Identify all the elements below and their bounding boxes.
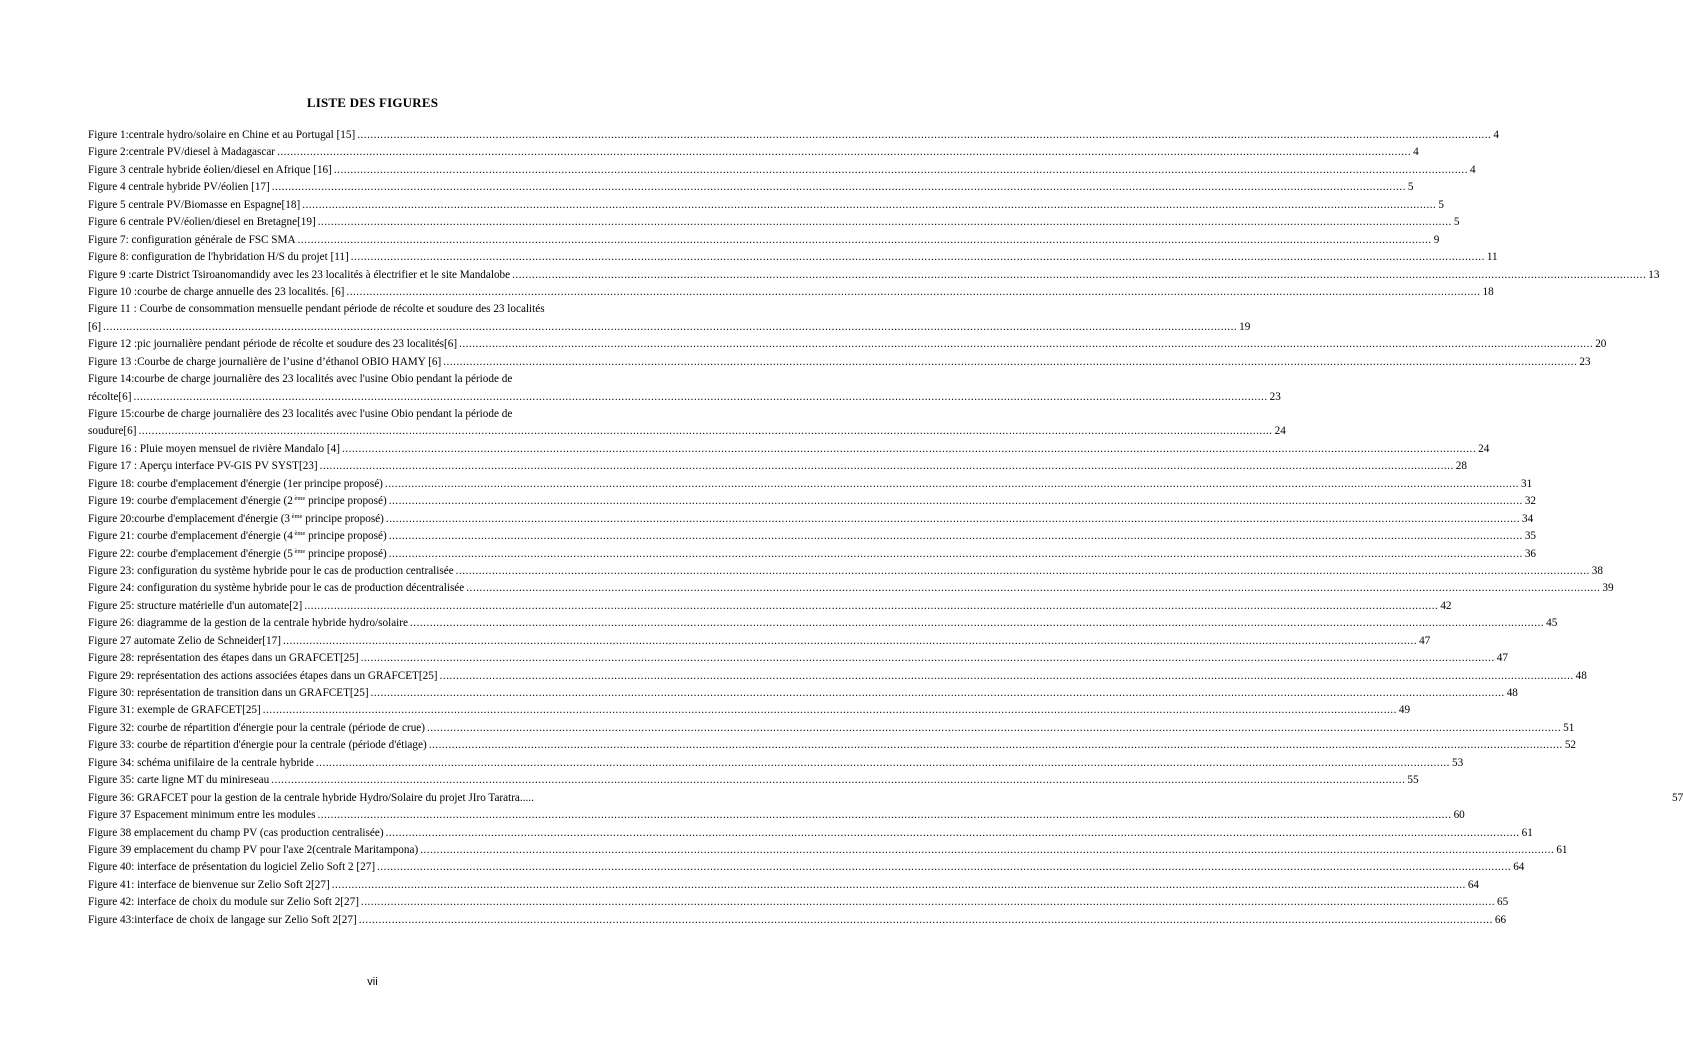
toc-entry-label: Figure 18: courbe d'emplacement d'énergie (1er principe proposé) (88, 477, 383, 490)
toc-entry-label: Figure 21: courbe d'emplacement d'énergie (4 (88, 530, 293, 543)
toc-entry-label: Figure 40: interface de présentation du logiciel Zelio Soft 2 [27] (88, 861, 376, 874)
toc-entry-label: Figure 25: structure matérielle d'un automate[2] (88, 599, 303, 612)
toc-entry[interactable] (88, 144, 1419, 161)
toc-entry-label: Figure 33: courbe de répartition d'énergie pour la centrale (période d'étiage) (88, 739, 427, 752)
dot-leader (512, 267, 1646, 284)
toc-entry-page: 32 (1524, 495, 1536, 508)
page-title: LISTE DES FIGURES (306, 95, 439, 110)
dot-leader (389, 493, 1523, 510)
toc-entry[interactable] (88, 214, 1460, 231)
toc-entry-page: 34 (1522, 512, 1534, 525)
toc-entry-label: Figure 13 :Courbe de charge journalière de l’usine d’éthanol OBIO HAMY [6] (88, 355, 442, 368)
dot-leader (386, 511, 1520, 528)
dot-leader (298, 232, 1432, 249)
toc-entry-label: Figure 12 :pic journalière pendant période de récolte et soudure des 23 localités[6] (88, 338, 458, 351)
toc-entry[interactable] (88, 807, 1465, 824)
ordinal-superscript: ème (292, 495, 306, 503)
toc-entry-page: 35 (1524, 530, 1536, 543)
toc-entry[interactable] (88, 511, 1534, 528)
toc-entry[interactable] (88, 668, 1587, 685)
toc-entry[interactable] (88, 598, 1452, 615)
toc-entry-page: 49 (1398, 704, 1411, 717)
toc-entry-text (88, 615, 408, 632)
dot-leader (263, 702, 1397, 719)
toc-entry-text (88, 249, 349, 266)
toc-entry[interactable] (88, 301, 656, 318)
toc-entry-text (88, 685, 369, 702)
dot-leader (320, 458, 1454, 475)
ordinal-superscript: ème (292, 547, 306, 555)
toc-entry-label: Figure 42: interface de choix du module sur Zelio Soft 2[27] (88, 896, 359, 909)
dot-leader (332, 877, 1466, 894)
toc-entry[interactable] (88, 720, 1575, 737)
dot-leader (440, 668, 1574, 685)
dot-leader (386, 825, 1520, 842)
dot-leader (103, 319, 1237, 336)
dot-leader (304, 598, 1438, 615)
toc-entry-page: 13 (1648, 268, 1660, 281)
toc-entry-page: 31 (1521, 477, 1533, 490)
toc-entry-text (88, 162, 332, 179)
toc-entry-text (88, 650, 359, 667)
toc-entry-text (88, 476, 383, 493)
toc-entry[interactable] (88, 912, 1507, 929)
toc-entry-page: 51 (1563, 721, 1575, 734)
toc-entry[interactable] (88, 441, 1490, 458)
toc-entry-text (88, 720, 425, 737)
toc-entry-label-end: principe proposé) (305, 530, 387, 543)
toc-entry-page: 48 (1506, 687, 1518, 699)
toc-entry-page: 4 (1413, 146, 1419, 159)
toc-entry[interactable] (88, 476, 1533, 493)
toc-entry[interactable] (88, 633, 1431, 650)
toc-entry-text (88, 511, 384, 528)
toc-entry-label: Figure 35: carte ligne MT du minireseau (88, 774, 270, 787)
toc-entry[interactable] (88, 825, 1533, 842)
toc-entry-page: 61 (1556, 843, 1568, 856)
toc-entry-text (88, 912, 357, 929)
toc-entry-text: [6] (88, 320, 102, 333)
dot-leader (420, 842, 1554, 859)
toc-entry[interactable] (88, 232, 1440, 249)
dot-leader (443, 354, 1577, 371)
toc-entry-label: Figure 28: représentation des étapes dans un GRAFCET[25] (88, 652, 359, 665)
dot-leader (389, 528, 1523, 545)
toc-entry-label-end: principe proposé) (305, 495, 387, 508)
toc-entry-page: 45 (1546, 617, 1558, 630)
dot-leader (272, 179, 1406, 196)
dot-leader (277, 144, 1411, 161)
dot-leader (389, 546, 1523, 563)
toc-entry-page: 61 (1521, 826, 1533, 839)
toc-entry-label: Figure 1:centrale hydro/solaire en Chine et au Portugal [15] (88, 129, 356, 141)
toc-entry-label: Figure 29: représentation des actions associées étapes dans un GRAFCET[25] (88, 669, 438, 682)
toc-entry[interactable] (88, 877, 1480, 894)
ordinal-superscript: ème (292, 530, 306, 538)
toc-entry-label: Figure 22: courbe d'emplacement d'énergie (5 (88, 547, 293, 560)
toc-entry[interactable] (88, 162, 1476, 179)
toc-entry-label: Figure 17 : Aperçu interface PV-GIS PV SYST[23] (88, 460, 318, 473)
toc-entry-label-end: principe proposé) (305, 547, 387, 560)
toc-entry-label: Figure 24: configuration du système hybride pour le cas de production décentralisée (88, 582, 465, 595)
dot-leader (410, 615, 1544, 632)
toc-entry-label: Figure 41: interface de bienvenue sur Zelio Soft 2[27] (88, 878, 330, 891)
toc-entry-label: Figure 19: courbe d'emplacement d'énergie (2 (88, 495, 293, 508)
toc-entry-text (88, 127, 355, 144)
toc-entry-page: 57 (1672, 791, 1683, 804)
toc-entry[interactable] (88, 336, 1607, 353)
dot-leader (429, 737, 1563, 754)
toc-entry[interactable] (88, 580, 1614, 597)
toc-entry-text (88, 580, 464, 597)
toc-entry[interactable] (88, 528, 1536, 545)
toc-entry-page: 60 (1453, 809, 1465, 822)
dot-leader (133, 389, 1267, 406)
toc-entry-page: 5 (1453, 216, 1460, 229)
toc-entry-label: Figure 3 centrale hybride éolien/diesel en Afrique [16] (88, 163, 332, 176)
toc-entry-text (88, 894, 359, 911)
dot-leader (302, 197, 1436, 214)
dot-leader (385, 476, 1519, 493)
toc-entry-label: Figure 31: exemple de GRAFCET[25] (88, 704, 261, 717)
toc-entry-page: 24 (1478, 442, 1490, 455)
toc-entry-page: 23 (1269, 390, 1281, 403)
toc-entry-page: 39 (1602, 582, 1614, 595)
dot-leader (316, 755, 1450, 772)
toc-entry-page: 5 (1407, 181, 1414, 194)
toc-entry-text (88, 737, 427, 754)
toc-entry-text (88, 772, 269, 789)
toc-entry[interactable] (88, 650, 1508, 667)
toc-entry-label: Figure 43:interface de choix de langage sur Zelio Soft 2[27] (88, 913, 357, 926)
toc-entry-page: 19 (1239, 320, 1251, 333)
toc-entry-page: 48 (1575, 669, 1587, 682)
dot-leader (351, 249, 1485, 266)
toc-entry-text (88, 563, 454, 580)
toc-entry-text (88, 598, 302, 615)
toc-entry-label: Figure 8: configuration de l'hybridation H/S du projet [11] (88, 251, 349, 264)
toc-entry[interactable] (88, 179, 1414, 196)
dot-leader (357, 127, 1491, 144)
toc-entry-text (88, 179, 270, 196)
dot-leader (456, 563, 1590, 580)
toc-entry-text (88, 633, 281, 650)
toc-entry-text: Figure 11 : Courbe de consommation mensuelle pendant période de récolte et soudure des 23 localités (88, 303, 545, 316)
toc-entry[interactable] (88, 563, 1603, 580)
toc-entry[interactable] (88, 197, 1444, 214)
toc-entry-page: 20 (1595, 338, 1607, 351)
toc-entry[interactable] (88, 249, 1498, 266)
toc-entry-page: 4 (1470, 163, 1476, 176)
toc-entry-page: 23 (1579, 355, 1591, 368)
toc-entry[interactable] (88, 772, 1419, 789)
toc-entry[interactable] (88, 685, 1518, 702)
toc-entry-text (88, 197, 300, 214)
toc-entry-text (88, 267, 510, 284)
toc-entry-label: Figure 34: schéma unifilaire de la centrale hybride (88, 756, 314, 769)
toc-entry[interactable] (88, 615, 1558, 632)
toc-entry-text (88, 755, 314, 772)
toc-entry-text (88, 546, 387, 563)
ordinal-superscript: ème (290, 512, 303, 520)
toc-entry-text (88, 284, 344, 301)
toc-entry-text (88, 441, 340, 458)
toc-entry-page: 52 (1564, 739, 1576, 752)
dot-leader (371, 685, 1505, 702)
toc-entry-page: 64 (1467, 878, 1480, 891)
toc-entry[interactable] (88, 127, 1499, 144)
dot-leader (342, 441, 1476, 458)
dot-leader (359, 912, 1493, 929)
page-number: vii (367, 976, 378, 988)
toc-entry-text (88, 354, 441, 371)
toc-entry-label: Figure 7: configuration générale de FSC SMA (88, 233, 296, 246)
toc-entry-continuation[interactable] (88, 319, 1251, 336)
toc-entry-text (88, 493, 387, 510)
toc-entry-text (88, 877, 330, 894)
toc-entry[interactable] (88, 842, 1568, 859)
dot-leader (283, 633, 1417, 650)
dot-leader (346, 284, 1480, 301)
toc-entry[interactable] (88, 755, 1464, 772)
toc-entry-text (88, 458, 318, 475)
toc-entry-page: 47 (1419, 634, 1431, 647)
toc-entry-page: 53 (1451, 756, 1464, 769)
toc-entry[interactable] (88, 702, 1411, 719)
toc-entry-label: Figure 26: diagramme de la gestion de la centrale hybride hydro/solaire (88, 617, 408, 630)
toc-entry-label: Figure 27 automate Zelio de Schneider[17] (88, 634, 281, 647)
toc-entry-label: Figure 6 centrale PV/éolien/diesel en Bretagne[19] (88, 216, 316, 229)
dot-leader (377, 859, 1511, 876)
toc-entry-text (88, 807, 315, 824)
toc-entry-text: récolte[6] (88, 390, 132, 403)
toc-entry-page: 55 (1407, 774, 1419, 787)
toc-entry-text (88, 144, 275, 161)
toc-entry-label: Figure 10 :courbe de charge annuelle des 23 localités. [6] (88, 285, 345, 298)
toc-entry-page: 38 (1591, 564, 1603, 577)
toc-entry-label: Figure 9 :carte District Tsiroanomandidy avec les 23 localités à électrifier et le site Mandalobe (88, 268, 511, 281)
dot-leader (459, 336, 1593, 353)
toc-entry-text: Figure 14:courbe de charge journalière des 23 localités avec l'usine Obio pendant la période de (88, 373, 513, 386)
toc-entry-page: 18 (1482, 285, 1494, 298)
toc-entry[interactable] (88, 546, 1536, 563)
toc-entry-page: 11 (1486, 251, 1498, 264)
toc-entry-label: Figure 4 centrale hybride PV/éolien [17] (88, 181, 270, 194)
toc-entry-page: 64 (1513, 861, 1525, 874)
dot-leader (361, 894, 1495, 911)
toc-entry[interactable] (88, 267, 1660, 284)
toc-entry-label: Figure 20:courbe d'emplacement d'énergie (3 (88, 512, 291, 525)
toc-entry-text (88, 214, 316, 231)
toc-entry-label: Figure 2:centrale PV/diesel à Madagascar (88, 146, 276, 159)
toc-entry[interactable] (88, 790, 1683, 807)
toc-entry-continuation[interactable] (88, 423, 1286, 440)
toc-entry[interactable] (88, 859, 1525, 876)
toc-entry[interactable] (88, 458, 1467, 475)
toc-entry-page: 47 (1496, 652, 1508, 665)
dot-leader (361, 650, 1495, 667)
toc-entry-continuation[interactable] (88, 389, 1281, 406)
toc-entry-text (88, 702, 261, 719)
toc-entry-page: 4 (1493, 129, 1499, 141)
toc-entry-page: 66 (1494, 913, 1507, 926)
toc-entry-label: Figure 30: représentation de transition dans un GRAFCET[25] (88, 687, 369, 699)
toc-entry[interactable] (88, 284, 1494, 301)
dot-leader (318, 214, 1452, 231)
toc-entry-label: Figure 38 emplacement du champ PV (cas production centralisée) (88, 826, 384, 839)
toc-entry-label: Figure 23: configuration du système hybride pour le cas de production centralisée (88, 564, 454, 577)
toc-entry-page: 9 (1433, 233, 1440, 246)
dot-leader (427, 720, 1561, 737)
toc-entry-label: Figure 32: courbe de répartition d'énergie pour la centrale (période de crue) (88, 721, 425, 734)
toc-entry[interactable] (88, 354, 1591, 371)
toc-entry[interactable] (88, 371, 656, 388)
toc-entry-page: 65 (1497, 896, 1509, 909)
toc-entry-text (88, 859, 375, 876)
toc-entry-text: soudure[6] (88, 425, 137, 438)
toc-entry-page: 36 (1524, 547, 1536, 560)
toc-entry-page: 28 (1455, 460, 1467, 473)
toc-entry-text (88, 790, 534, 807)
toc-entry[interactable] (88, 894, 1509, 911)
dot-leader (334, 162, 1468, 179)
toc-entry-page: 24 (1274, 425, 1286, 438)
dot-leader (317, 807, 1451, 824)
toc-entry-text (88, 336, 457, 353)
toc-entry[interactable] (88, 737, 1576, 754)
toc-entry-label: Figure 5 centrale PV/Biomasse en Espagne[18] (88, 198, 301, 211)
toc-entry-label-end: principe proposé) (302, 512, 384, 525)
toc-entry-page: 5 (1438, 198, 1444, 211)
toc-entry-label: Figure 39 emplacement du champ PV pour l'axe 2(centrale Maritampona) (88, 843, 419, 856)
toc-entry-text (88, 528, 387, 545)
dot-leader (138, 423, 1272, 440)
toc-entry-text: Figure 15:courbe de charge journalière des 23 localités avec l'usine Obio pendant la période de (88, 408, 513, 420)
dot-leader (271, 772, 1405, 789)
toc-entry-text (88, 668, 438, 685)
toc-entry-text (88, 232, 296, 249)
toc-entry-label: Figure 36: GRAFCET pour la gestion de la centrale hybride Hydro/Solaire du projet JIro Taratra..... (88, 791, 534, 804)
figure-list (88, 127, 1683, 929)
toc-entry[interactable] (88, 493, 1536, 510)
toc-entry-label: Figure 37 Espacement minimum entre les modules (88, 809, 316, 822)
toc-entry-text (88, 842, 418, 859)
toc-entry-text (88, 825, 384, 842)
toc-entry[interactable] (88, 406, 656, 423)
toc-entry-page: 42 (1440, 599, 1452, 612)
dot-leader (466, 580, 1600, 597)
toc-entry-label: Figure 16 : Pluie moyen mensuel de rivière Mandalo [4] (88, 442, 340, 455)
